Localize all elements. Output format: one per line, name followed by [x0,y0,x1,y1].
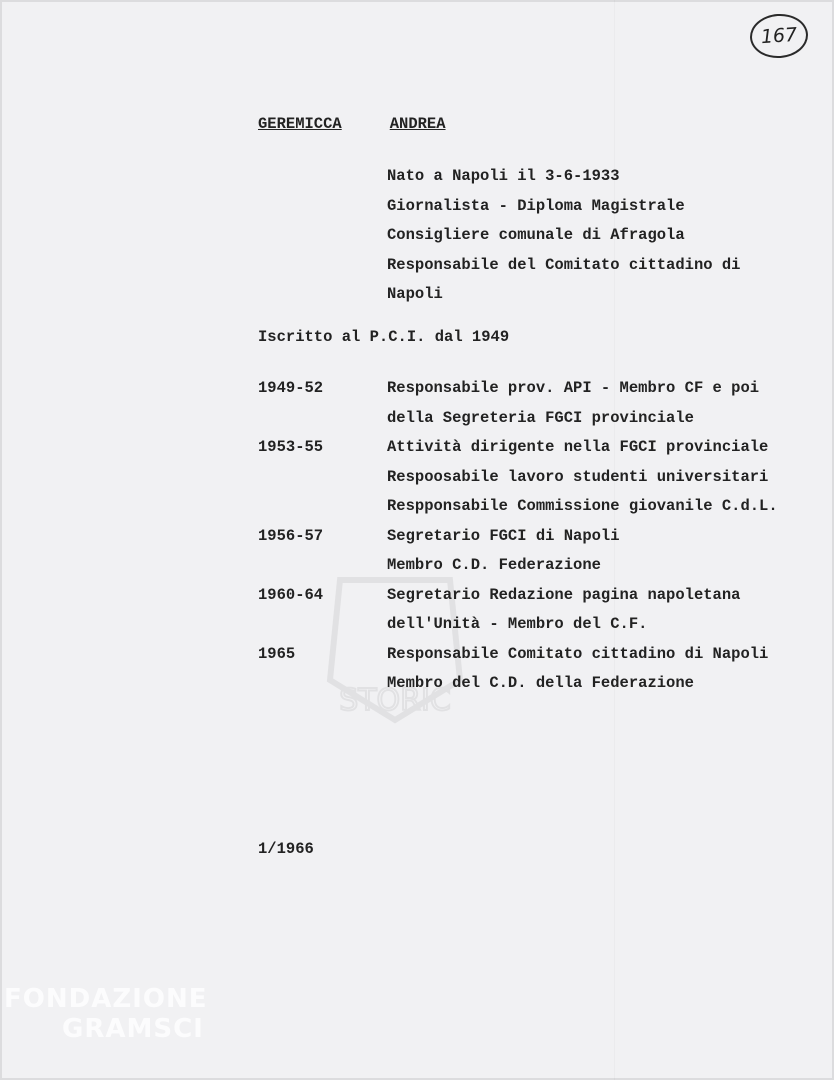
timeline-year: 1949-52 [258,379,324,397]
timeline-line: dell'Unità - Membro del C.F. [387,615,648,633]
timeline-line: Attività dirigente nella FGCI provinciale [387,438,769,456]
bio-line: Consigliere comunale di Afragola [387,226,685,244]
timeline-lines [387,522,620,581]
page-number-circle [749,12,810,60]
person-name [258,115,446,133]
bio-line: Napoli [387,285,443,303]
timeline-entry [258,433,778,522]
timeline-line: Respponsabile Commissione giovanile C.d.L. [387,497,778,515]
timeline-entry [258,522,778,581]
membership-line: Iscritto al P.C.I. dal 1949 [258,328,510,346]
timeline-entry [258,581,778,640]
timeline-year: 1956-57 [258,526,324,545]
timeline-lines [387,640,768,699]
bio-block [387,162,740,310]
timeline-line: Segretario FGCI di Napoli [387,526,620,545]
bio-line: Giornalista - Diploma Magistrale [387,196,685,215]
timeline-entry [258,374,778,433]
stamp-text: STORIC [339,683,451,718]
timeline-year: 1953-55 [258,438,324,456]
timeline-line: Responsabile Comitato cittadino di Napoli [387,644,769,663]
fondazione-gramsci-logo [4,984,207,1044]
timeline-lines [387,581,740,640]
timeline-line: Membro C.D. Federazione [387,556,601,574]
timeline-line: Membro del C.D. della Federazione [387,674,694,692]
timeline-line: Segretario Redazione pagina napoletana [387,585,741,604]
timeline-line: Responsabile prov. API - Membro CF e poi [387,379,760,397]
logo-line: GRAMSCI [62,1014,204,1044]
first-name: ANDREA [389,115,446,133]
career-timeline [258,374,778,699]
timeline-entry [258,640,778,699]
bio-line: Responsabile del Comitato cittadino di [387,255,741,274]
page-number: 167 [760,23,798,49]
timeline-year: 1960-64 [258,585,324,604]
timeline-year: 1965 [258,644,296,663]
logo-line: FONDAZIONE [4,984,208,1014]
bio-line: Nato a Napoli il 3-6-1933 [387,167,620,185]
timeline-lines [387,433,778,522]
document-date: 1/1966 [258,840,314,858]
timeline-lines [387,374,759,433]
surname: GEREMICCA [258,115,342,133]
timeline-line: della Segreteria FGCI provinciale [387,408,694,427]
timeline-line: Respoosabile lavoro studenti universitari [387,467,769,486]
